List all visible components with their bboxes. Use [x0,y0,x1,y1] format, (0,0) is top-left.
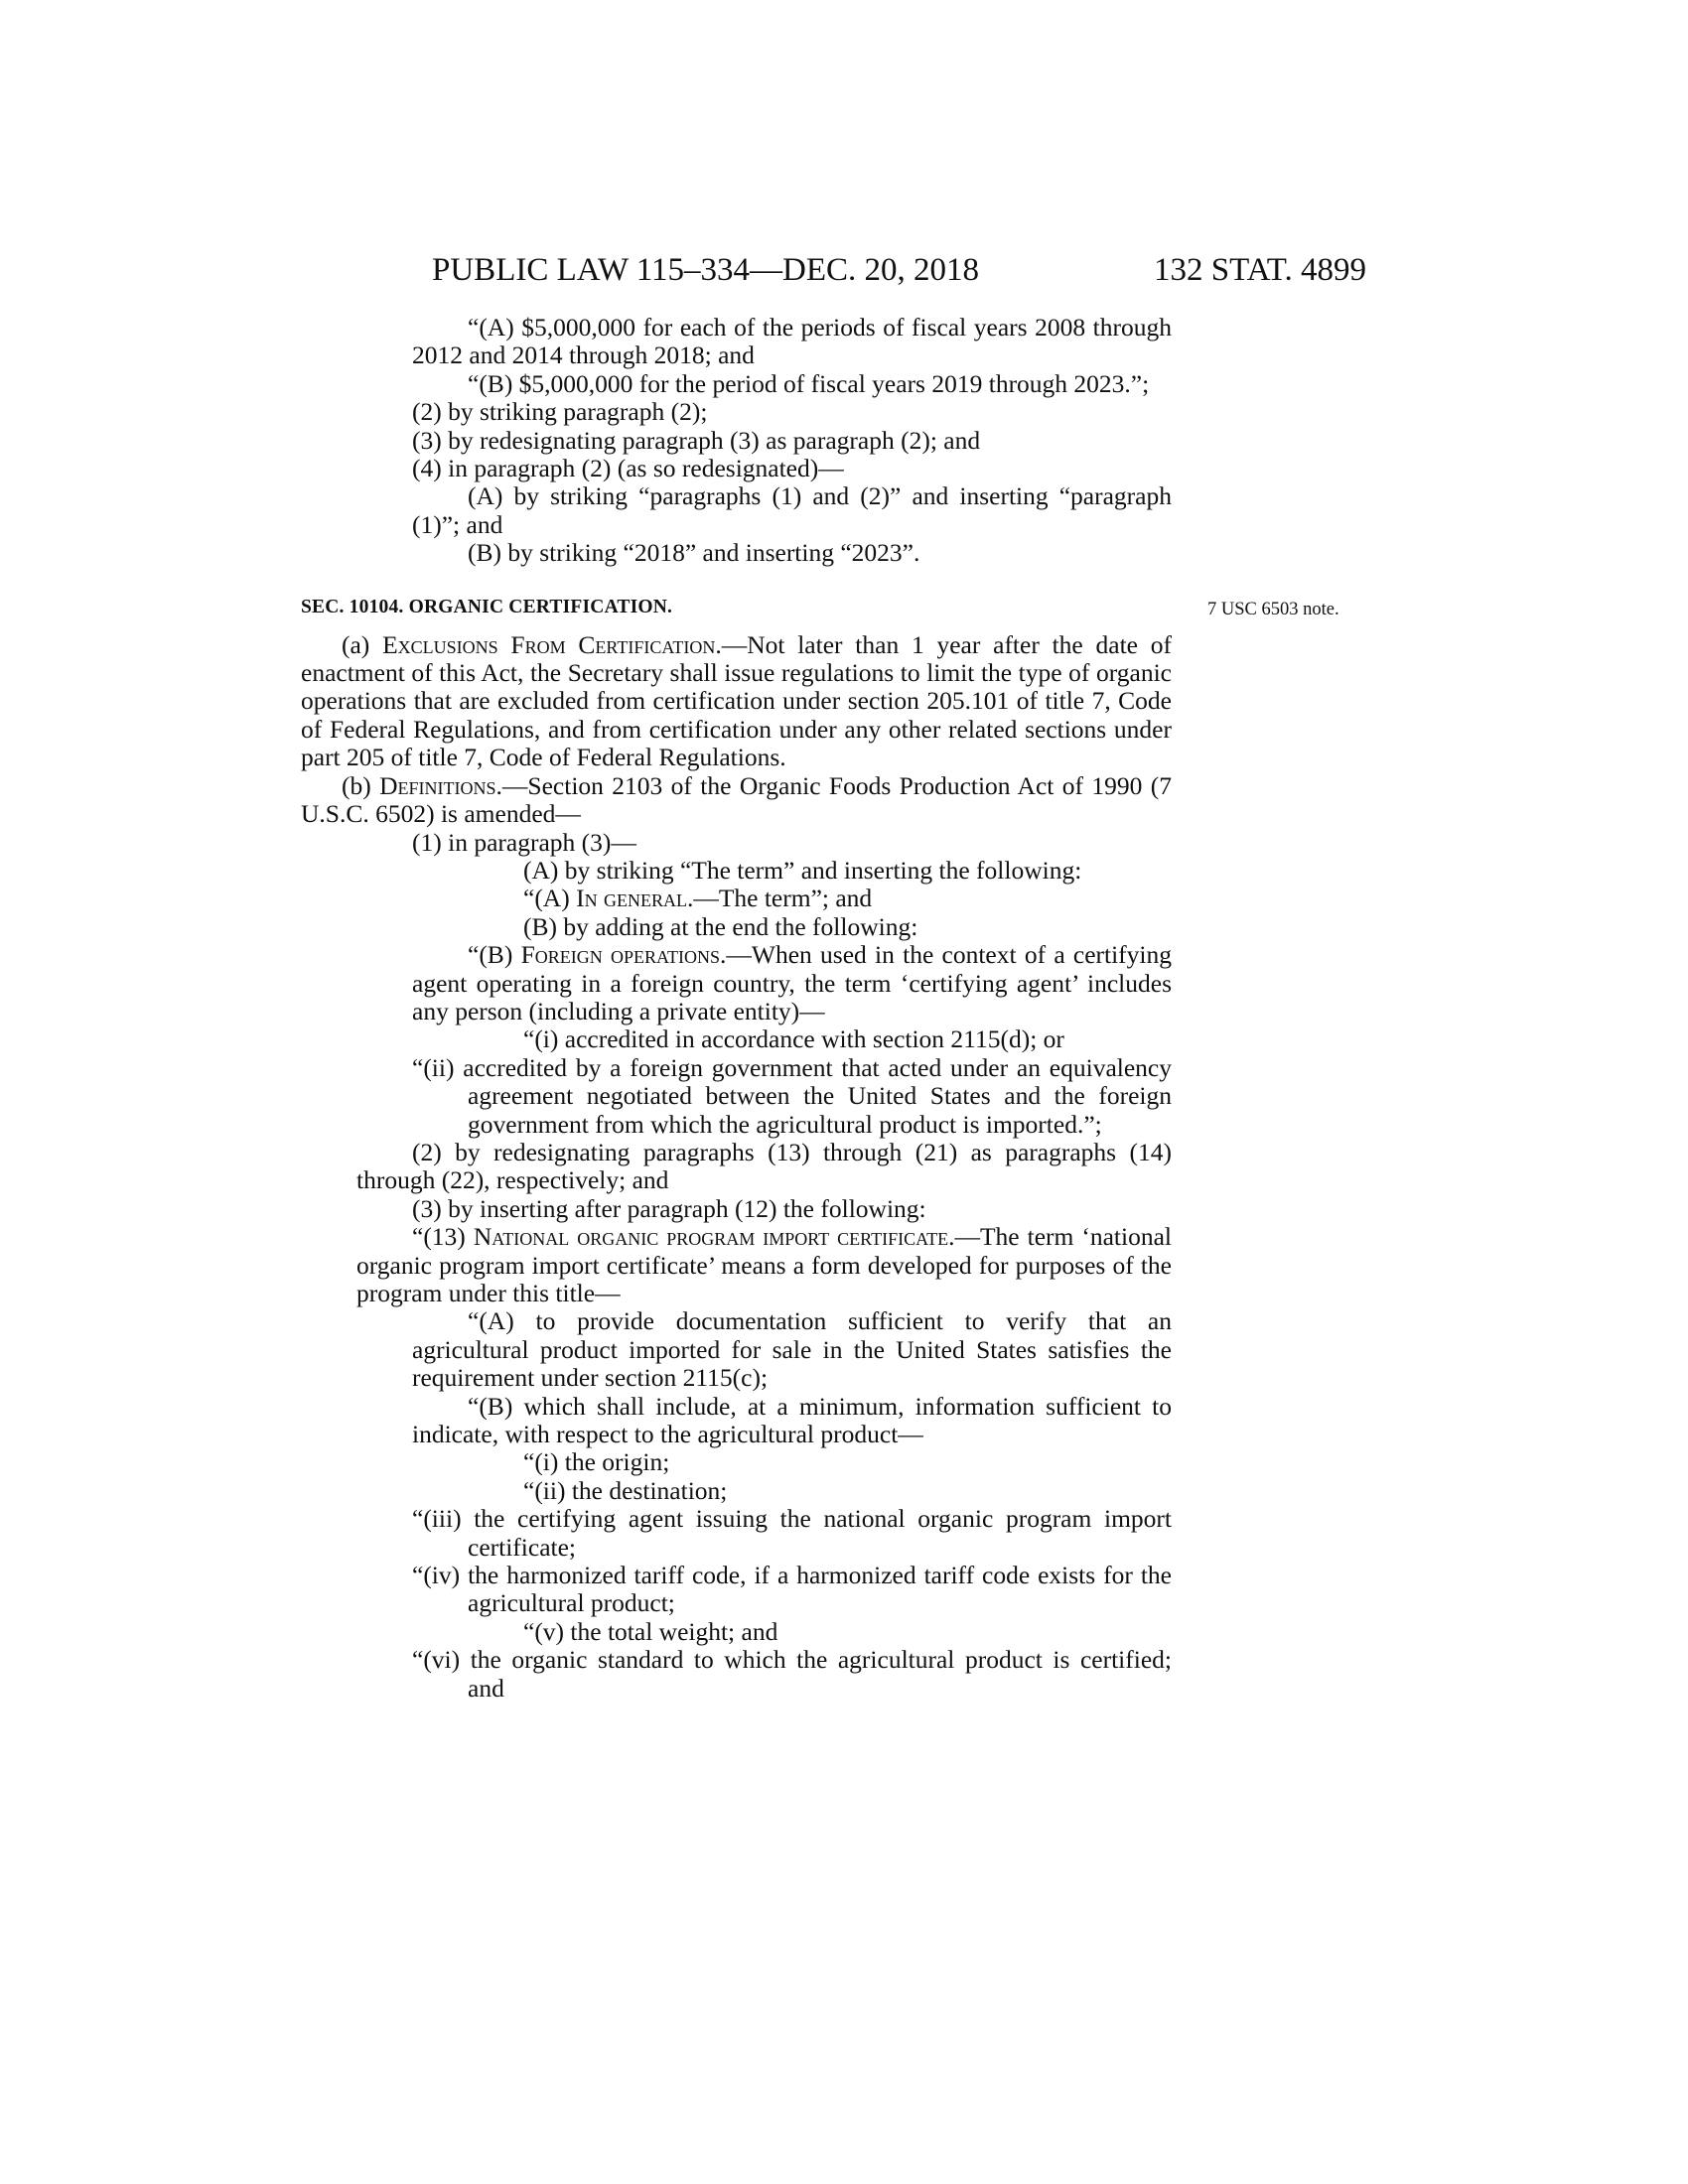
clause: “(i) the origin; [523,1447,670,1477]
quoted-subparagraph: “(B) which shall include, at a minimum, information sufficient to indicate, with respect to the agricultural product— [412,1391,1172,1449]
quoted-subparagraph: “(B) Foreign operations.—When used in the context of a certifying agent operating in a foreign country, the term ‘certifying agent’ includes any person (including a private entity)— [412,940,1173,1025]
subsection-a-heading: Exclusions From Certification [382,629,716,659]
statute-body [301,313,1339,1703]
paragraph: (4) in paragraph (2) (as so redesignated)— [412,454,844,483]
quoted-subparagraph: “(A) In general.—The term”; and [523,884,873,913]
clause: “(v) the total weight; and [523,1616,778,1646]
quoted-heading: National organic program import certificate [473,1222,949,1252]
running-header-left: PUBLIC LAW 115–334—DEC. 20, 2018 [432,252,980,288]
subsection-b-text: .—Section 2103 of the Organic Foods Production Act of 1990 (7 U.S.C. 6502) is amended— [301,770,1172,829]
section-heading: SEC. 10104. ORGANIC CERTIFICATION. [301,596,673,617]
subsection-b: (b) Definitions.—Section 2103 of the Organic Foods Production Act of 1990 (7 U.S.C. 6502) is amended— [301,770,1172,829]
clause: “(i) accredited in accordance with section 2115(d); or [523,1024,1064,1054]
subsection-a: (a) Exclusions From Certification.—Not later than 1 year after the date of enactment of this Act, the Secretary shall issue regulations to limit the type of organic operations that are excluded from certification under section 205.101 of title 7, Code of Federal Regulations, and from certification under any other related sections under part 205 of title 7, Code of Federal Regulations. [301,629,1172,772]
quoted-subparagraph: “(A) to provide documentation sufficient to verify that an agricultural product imported for sale in the United States satisfies the requirement under section 2115(c); [412,1306,1172,1393]
paragraph: (2) by striking paragraph (2); [412,397,708,427]
quoted-text: .—The term ‘national organic program import certificate’ means a form developed for purposes of the program under this title— [356,1222,1172,1307]
subparagraph: (B) by adding at the end the following: [523,911,918,941]
paragraph: (B) by striking “2018” and inserting “2023”. [468,538,920,568]
subsection-a-text: .—Not later than 1 year after the date of enactment of this Act, the Secretary shall issue regulations to limit the type of organic operations that are excluded from certification under section 205.101 of title 7, Code of Federal Regulations, and from certification under any other related sections under part 205 of title 7, Code of Federal Regulations. [301,629,1172,772]
paragraph: “(A) $5,000,000 for each of the periods of fiscal years 2008 through 2012 and 2014 through 2018; and [412,313,1172,370]
paragraph: (A) by striking “paragraphs (1) and (2)” and inserting “paragraph (1)”; and [412,481,1172,539]
subparagraph: (A) by striking “The term” and inserting the following: [523,855,1082,885]
paragraph: (3) by redesignating paragraph (3) as paragraph (2); and [412,425,981,455]
clause: “(vi) the organic standard to which the agricultural product is certified; and [412,1645,1172,1703]
quoted-heading: In general [576,884,687,913]
margin-note: 7 USC 6503 note. [1207,599,1339,619]
clause: “(ii) the destination; [523,1475,728,1505]
quoted-heading: Foreign operations [520,940,721,970]
clause: “(ii) accredited by a foreign government that acted under an equivalency agreement negotiated between the United States and the foreign government from which the agricultural product is imported.”; [412,1052,1172,1139]
page-citation: 132 STAT. 4899 [1153,252,1366,288]
clause: “(iii) the certifying agent issuing the national organic program import certificate; [412,1504,1172,1562]
subsection-b-heading: Definitions [379,770,496,800]
paragraph: (1) in paragraph (3)— [412,827,636,857]
paragraph: (2) by redesignating paragraphs (13) through (21) as paragraphs (14) through (22), respectively; and [356,1137,1172,1195]
paragraph: (3) by inserting after paragraph (12) the following: [412,1193,926,1223]
clause: “(iv) the harmonized tariff code, if a harmonized tariff code exists for the agricultural product; [412,1561,1172,1618]
section-heading-row [301,584,1339,627]
quoted-text: .—The term”; and [686,884,873,913]
quoted-text: .—When used in the context of a certifying agent operating in a foreign country, the term ‘certifying agent’ includes any person (including a private entity)— [412,940,1173,1025]
paragraph: “(B) $5,000,000 for the period of fiscal years 2019 through 2023.”; [468,368,1150,398]
quoted-paragraph-13: “(13) National organic program import certificate.—The term ‘national organic program import certificate’ means a form developed for purposes of the program under this title— [356,1222,1172,1307]
